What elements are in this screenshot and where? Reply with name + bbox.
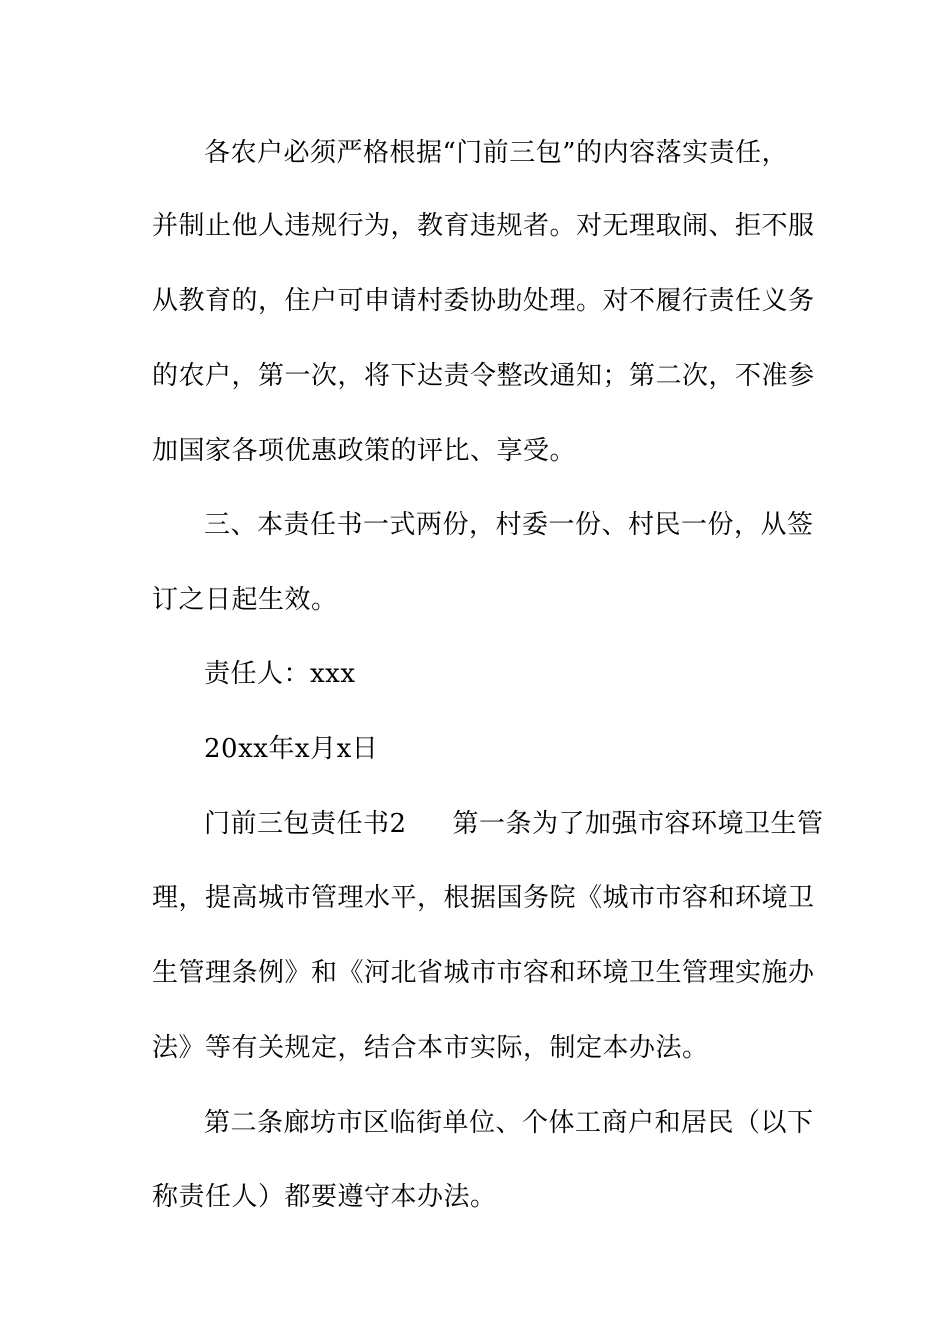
paragraph-line: 各农户必须严格根据“门前三包”的内容落实责任， <box>204 138 789 168</box>
paragraph-line: 并制止他人违规行为，教育违规者。对无理取闹、拒不服 <box>152 211 815 241</box>
paragraph-line: 称责任人）都要遵守本办法。 <box>152 1182 497 1212</box>
paragraph-line: 从教育的，住户可申请村委协助处理。对不履行责任义务 <box>152 286 815 316</box>
paragraph-text: 第一条为了加强市容环境卫生管 <box>452 809 824 839</box>
paragraph-line: 生管理条例》和《河北省城市市容和环境卫生管理实施办 <box>152 958 815 988</box>
paragraph-line: 加国家各项优惠政策的评比、享受。 <box>152 436 577 466</box>
signer-line: 责任人：xxx <box>204 659 356 689</box>
paragraph-line: 法》等有关规定，结合本市实际，制定本办法。 <box>152 1033 709 1063</box>
paragraph-line: 三、本责任书一式两份，村委一份、村民一份，从签 <box>204 510 814 540</box>
paragraph-line: 理，提高城市管理水平，根据国务院《城市市容和环境卫 <box>152 883 815 913</box>
paragraph-line: 的农户，第一次，将下达责令整改通知；第二次，不准参 <box>152 361 815 391</box>
date-line: 20xx年x月x日 <box>204 734 379 764</box>
paragraph-line: 订之日起生效。 <box>152 585 338 615</box>
section-title-line <box>204 807 864 841</box>
paragraph-line: 第二条廊坊市区临街单位、个体工商户和居民（以下 <box>204 1108 814 1138</box>
section-title: 门前三包责任书2 <box>204 809 407 839</box>
